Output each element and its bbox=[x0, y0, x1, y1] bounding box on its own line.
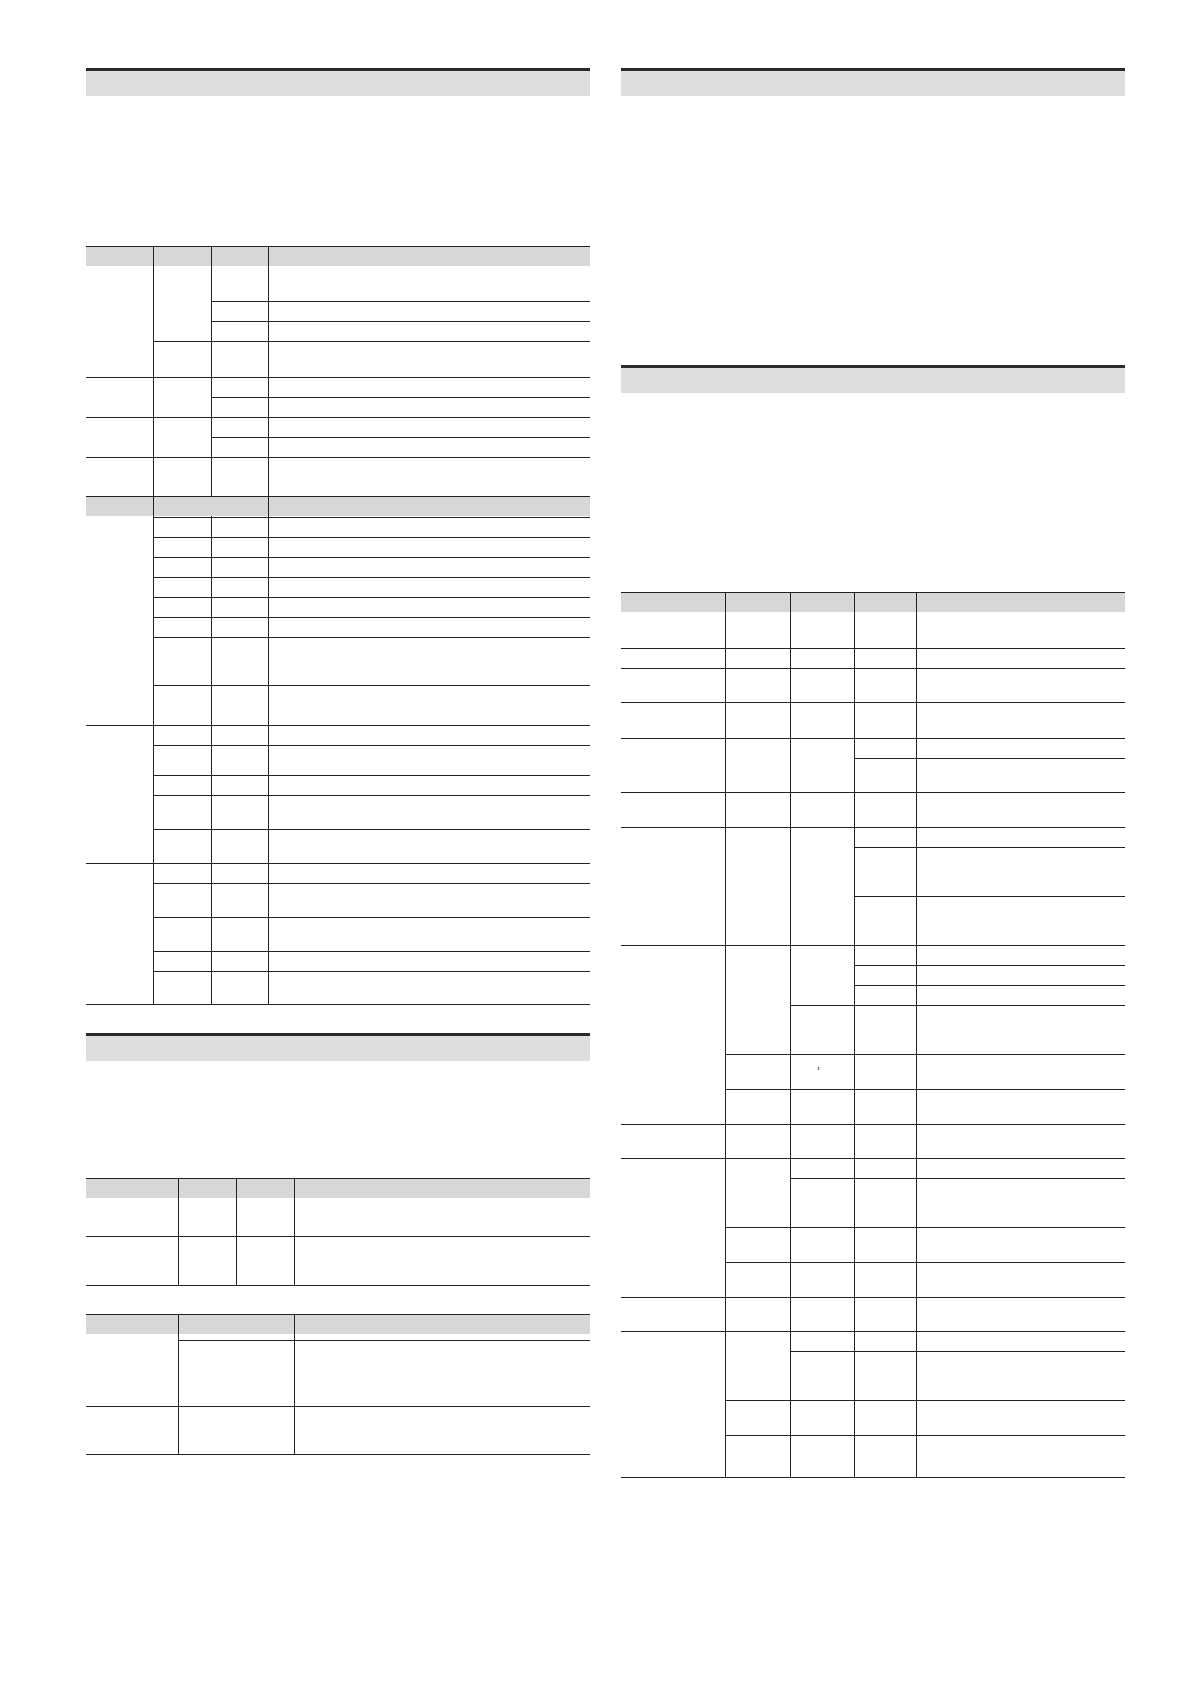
data-table bbox=[86, 246, 590, 524]
table-header-row bbox=[621, 593, 1125, 612]
table-header-row bbox=[86, 247, 590, 266]
section-banner bbox=[621, 68, 1125, 96]
table-glyph: ʾ bbox=[817, 1065, 821, 1079]
right-column bbox=[621, 68, 1125, 1488]
data-table bbox=[86, 1178, 590, 1285]
table-header-row bbox=[86, 1179, 590, 1198]
section-banner bbox=[621, 365, 1125, 393]
table-header-row bbox=[86, 1315, 590, 1334]
table-header-row bbox=[86, 497, 590, 516]
data-table bbox=[621, 592, 1125, 1477]
left-column bbox=[86, 68, 590, 1468]
data-table bbox=[86, 1314, 590, 1454]
section-banner bbox=[86, 68, 590, 96]
section-banner bbox=[86, 1033, 590, 1061]
data-table bbox=[86, 496, 590, 1005]
